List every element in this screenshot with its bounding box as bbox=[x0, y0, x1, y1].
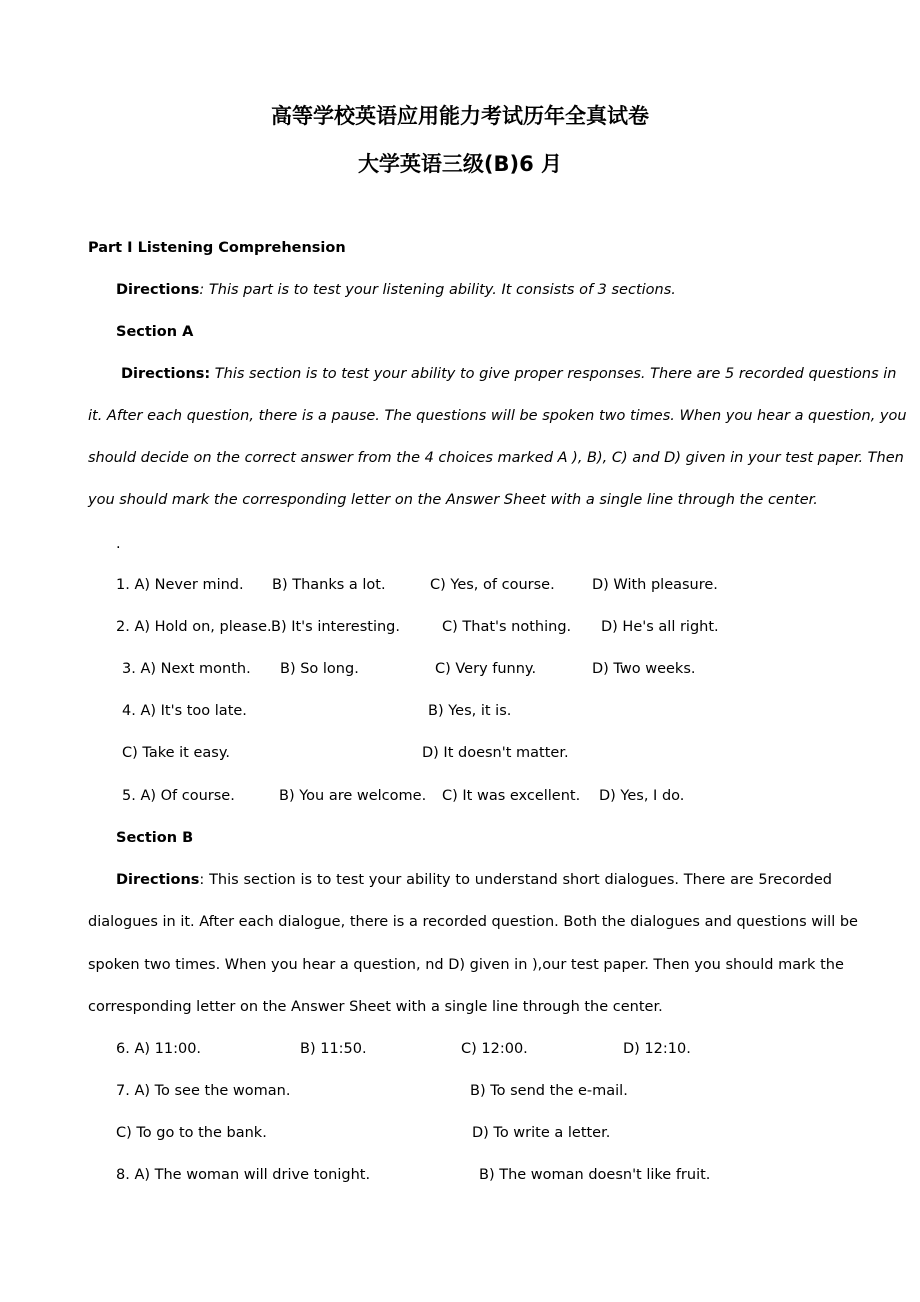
q1-option-a: 1. A) Never mind. bbox=[116, 577, 244, 593]
q3-option-a: 3. A) Next month. bbox=[122, 661, 251, 677]
q5-option-d: D) Yes, I do. bbox=[599, 788, 685, 804]
section-b-heading: Section B bbox=[116, 830, 194, 846]
section-a-directions-line-1 bbox=[88, 364, 897, 384]
q6-option-c: C) 12:00. bbox=[461, 1041, 528, 1057]
page-subtitle: 大学英语三级(B)6 月 bbox=[357, 152, 563, 176]
q7-option-d: D) To write a letter. bbox=[472, 1125, 611, 1141]
directions-text: : This section is to test your ability to understand short dialogues. There are 5recorded bbox=[199, 872, 832, 888]
q7-option-b: B) To send the e-mail. bbox=[470, 1083, 628, 1099]
q5-option-b: B) You are welcome. bbox=[279, 788, 427, 804]
q1-option-c: C) Yes, of course. bbox=[430, 577, 555, 593]
section-b-directions-line-2: dialogues in it. After each dialogue, there is a recorded question. Both the dialogues and questions will be bbox=[88, 914, 858, 930]
q4-option-b: B) Yes, it is. bbox=[428, 703, 512, 719]
q3-option-d: D) Two weeks. bbox=[592, 661, 696, 677]
q6-option-d: D) 12:10. bbox=[623, 1041, 691, 1057]
directions-label: Directions bbox=[116, 872, 200, 888]
q2-option-d: D) He's all right. bbox=[601, 619, 719, 635]
section-a-directions-line-4: you should mark the corresponding letter on the Answer Sheet with a single line through the center. bbox=[88, 492, 818, 508]
part-heading: Part Ⅰ Listening Comprehension bbox=[88, 240, 346, 256]
q7-option-a: 7. A) To see the woman. bbox=[116, 1083, 291, 1099]
q6-option-a: 6. A) 11:00. bbox=[116, 1041, 202, 1057]
section-a-directions-line-2: it. After each question, there is a pause. The questions will be spoken two times. When you hear a question, you bbox=[88, 408, 907, 424]
q3-option-c: C) Very funny. bbox=[435, 661, 537, 677]
stray-dot: . bbox=[116, 536, 121, 552]
directions-label: Directions: bbox=[121, 366, 211, 382]
q3-option-b: B) So long. bbox=[280, 661, 359, 677]
q2-option-a: 2. A) Hold on, please. bbox=[116, 619, 272, 635]
part-directions bbox=[116, 280, 676, 300]
section-a-heading: Section A bbox=[116, 324, 194, 340]
q8-option-a: 8. A) The woman will drive tonight. bbox=[116, 1167, 371, 1183]
section-b-directions-line-3: spoken two times. When you hear a question, nd D) given in ),our test paper. Then you should mark the bbox=[88, 957, 844, 973]
section-a-directions-line-3: should decide on the correct answer from the 4 choices marked A ), B), C) and D) given in your test paper. Then bbox=[88, 450, 904, 466]
q6-option-b: B) 11:50. bbox=[300, 1041, 367, 1057]
q1-option-d: D) With pleasure. bbox=[592, 577, 718, 593]
q2-option-b: B) It's interesting. bbox=[271, 619, 400, 635]
directions-text: This section is to test your ability to give proper responses. There are 5 recorded questions in bbox=[210, 366, 897, 382]
q5-option-c: C) It was excellent. bbox=[442, 788, 581, 804]
q4-option-a: 4. A) It's too late. bbox=[122, 703, 247, 719]
q5-option-a: 5. A) Of course. bbox=[122, 788, 235, 804]
q7-option-c: C) To go to the bank. bbox=[116, 1125, 267, 1141]
directions-label: Directions bbox=[116, 282, 200, 298]
q1-option-b: B) Thanks a lot. bbox=[272, 577, 386, 593]
section-b-directions-line-1 bbox=[88, 870, 832, 890]
q4-option-d: D) It doesn't matter. bbox=[422, 745, 569, 761]
q4-option-c: C) Take it easy. bbox=[122, 745, 230, 761]
section-b-directions-line-4: corresponding letter on the Answer Sheet with a single line through the center. bbox=[88, 999, 663, 1015]
page-title: 高等学校英语应用能力考试历年全真试卷 bbox=[271, 104, 649, 128]
q2-option-c: C) That's nothing. bbox=[442, 619, 572, 635]
q8-option-b: B) The woman doesn't like fruit. bbox=[479, 1167, 711, 1183]
directions-text: : This part is to test your listening ability. It consists of 3 sections. bbox=[199, 282, 676, 298]
